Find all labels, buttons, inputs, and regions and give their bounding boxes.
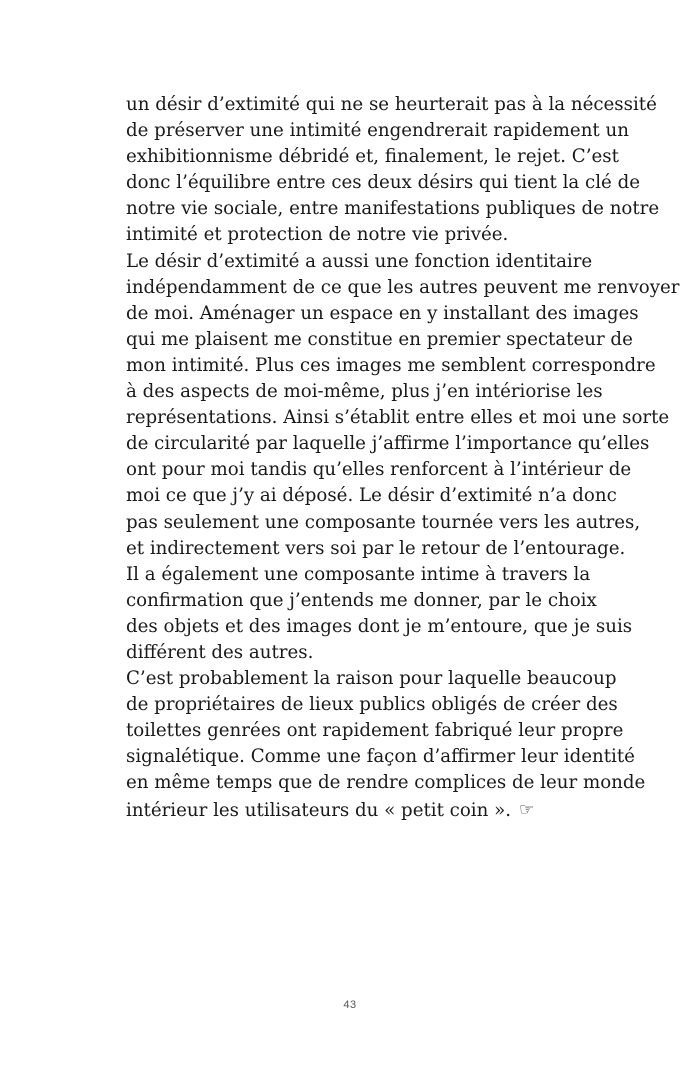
text-line: toilettes genrées ont rapidement fabriqué leur propre: [126, 720, 624, 742]
text-line: exhibitionnisme débridé et, finalement, le rejet. C’est: [126, 146, 619, 168]
text-line: à des aspects de moi-même, plus j’en intériorise les: [126, 381, 603, 403]
text-line: mon intimité. Plus ces images me semblent correspondre: [126, 354, 656, 376]
final-sentence: intérieur les utilisateurs du « petit coin ».: [126, 799, 512, 821]
text-line: Il a également une composante intime à travers la: [126, 563, 591, 585]
text-line: donc l’équilibre entre ces deux désirs qui tient la clé de: [126, 172, 640, 194]
text-line: de préserver une intimité engendrerait rapidement un: [126, 120, 629, 142]
text-line: confirmation que j’entends me donner, par le choix: [126, 589, 597, 611]
paragraph-3: [126, 666, 646, 823]
text-line: de propriétaires de lieux publics obligés de créer des: [126, 694, 618, 716]
text-line-final: [126, 797, 576, 823]
paragraph-1: [126, 92, 660, 249]
page-number: 43: [343, 999, 357, 1011]
text-line: notre vie sociale, entre manifestations publiques de notre: [126, 198, 660, 220]
text-line: de moi. Aménager un espace en y installant des images: [126, 302, 639, 324]
text-line: des objets et des images dont je m’entoure, que je suis: [126, 615, 633, 637]
text-line: de circularité par laquelle j’affirme l’importance qu’elles: [126, 433, 650, 455]
text-line: pas seulement une composante tournée vers les autres,: [126, 511, 641, 533]
text-line: signalétique. Comme une façon d’affirmer leur identité: [126, 746, 635, 768]
text-line: différent des autres.: [126, 641, 314, 663]
text-line: un désir d’extimité qui ne se heurterait pas à la nécessité: [126, 94, 657, 115]
text-line: moi ce que j’y ai déposé. Le désir d’extimité n’a donc: [126, 485, 617, 507]
text-line: et indirectement vers soi par le retour de l’entourage.: [126, 537, 626, 559]
text-line: Le désir d’extimité a aussi une fonction identitaire: [126, 250, 593, 272]
text-line: indépendamment de ce que les autres peuvent me renvoyer: [126, 276, 680, 298]
paragraph-2: [126, 249, 680, 667]
pointing-hand-icon: ☞: [519, 799, 535, 820]
text-line: qui me plaisent me constitue en premier spectateur de: [126, 328, 633, 350]
text-line: représentations. Ainsi s’établit entre elles et moi une sorte: [126, 407, 670, 429]
body-text: [126, 92, 680, 823]
text-line: C’est probablement la raison pour laquelle beaucoup: [126, 668, 617, 690]
text-line: ont pour moi tandis qu’elles renforcent à l’intérieur de: [126, 459, 632, 481]
text-line: intimité et protection de notre vie privée.: [126, 224, 509, 246]
text-line: en même temps que de rendre complices de leur monde: [126, 772, 646, 794]
